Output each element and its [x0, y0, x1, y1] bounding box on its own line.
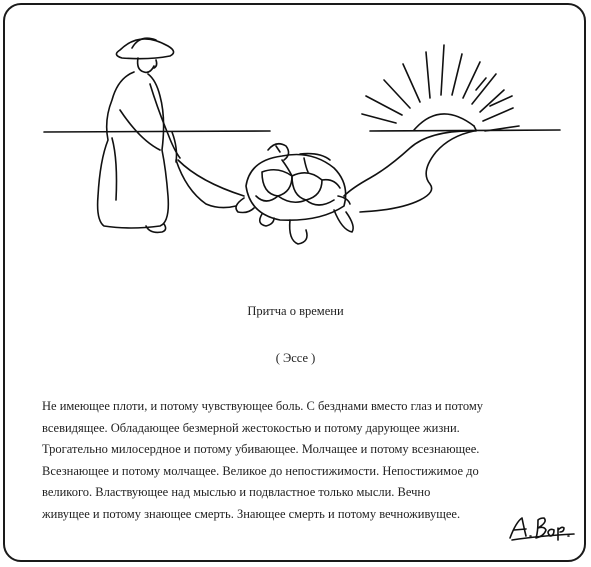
essay-line: всевидящее. Обладающее безмерной жестокостью и потому дарующее жизни.: [42, 420, 460, 435]
essay-line: Не имеющее плоти, и потому чувствующее боль. С безднами вместо глаз и потому: [42, 399, 484, 413]
road-icon: [300, 131, 476, 212]
tortoise-icon: [236, 144, 353, 244]
document-subtitle: ( Эссе ): [275, 351, 316, 365]
essay-line: живущее и потому знающее смерть. Знающее смерть и потому вечноживущее.: [42, 506, 461, 521]
sun-icon: [362, 45, 519, 131]
essay-line: Всезнающее и потому молчащее. Великое до непостижимости. Непостижимое до: [42, 463, 479, 478]
woman-figure-icon: [98, 38, 244, 232]
horizon-line-icon: [44, 130, 560, 132]
document-title: Притча о времени: [247, 304, 344, 318]
essay-line: великого. Властвующее над мыслью и подвластное только мысли. Вечно: [42, 485, 431, 500]
essay-text: [42, 396, 548, 526]
essay-line: Трогательно милосердное и потому убивающее. Молчащее и потому всезнающее.: [42, 442, 480, 457]
signature-icon: [508, 514, 580, 544]
